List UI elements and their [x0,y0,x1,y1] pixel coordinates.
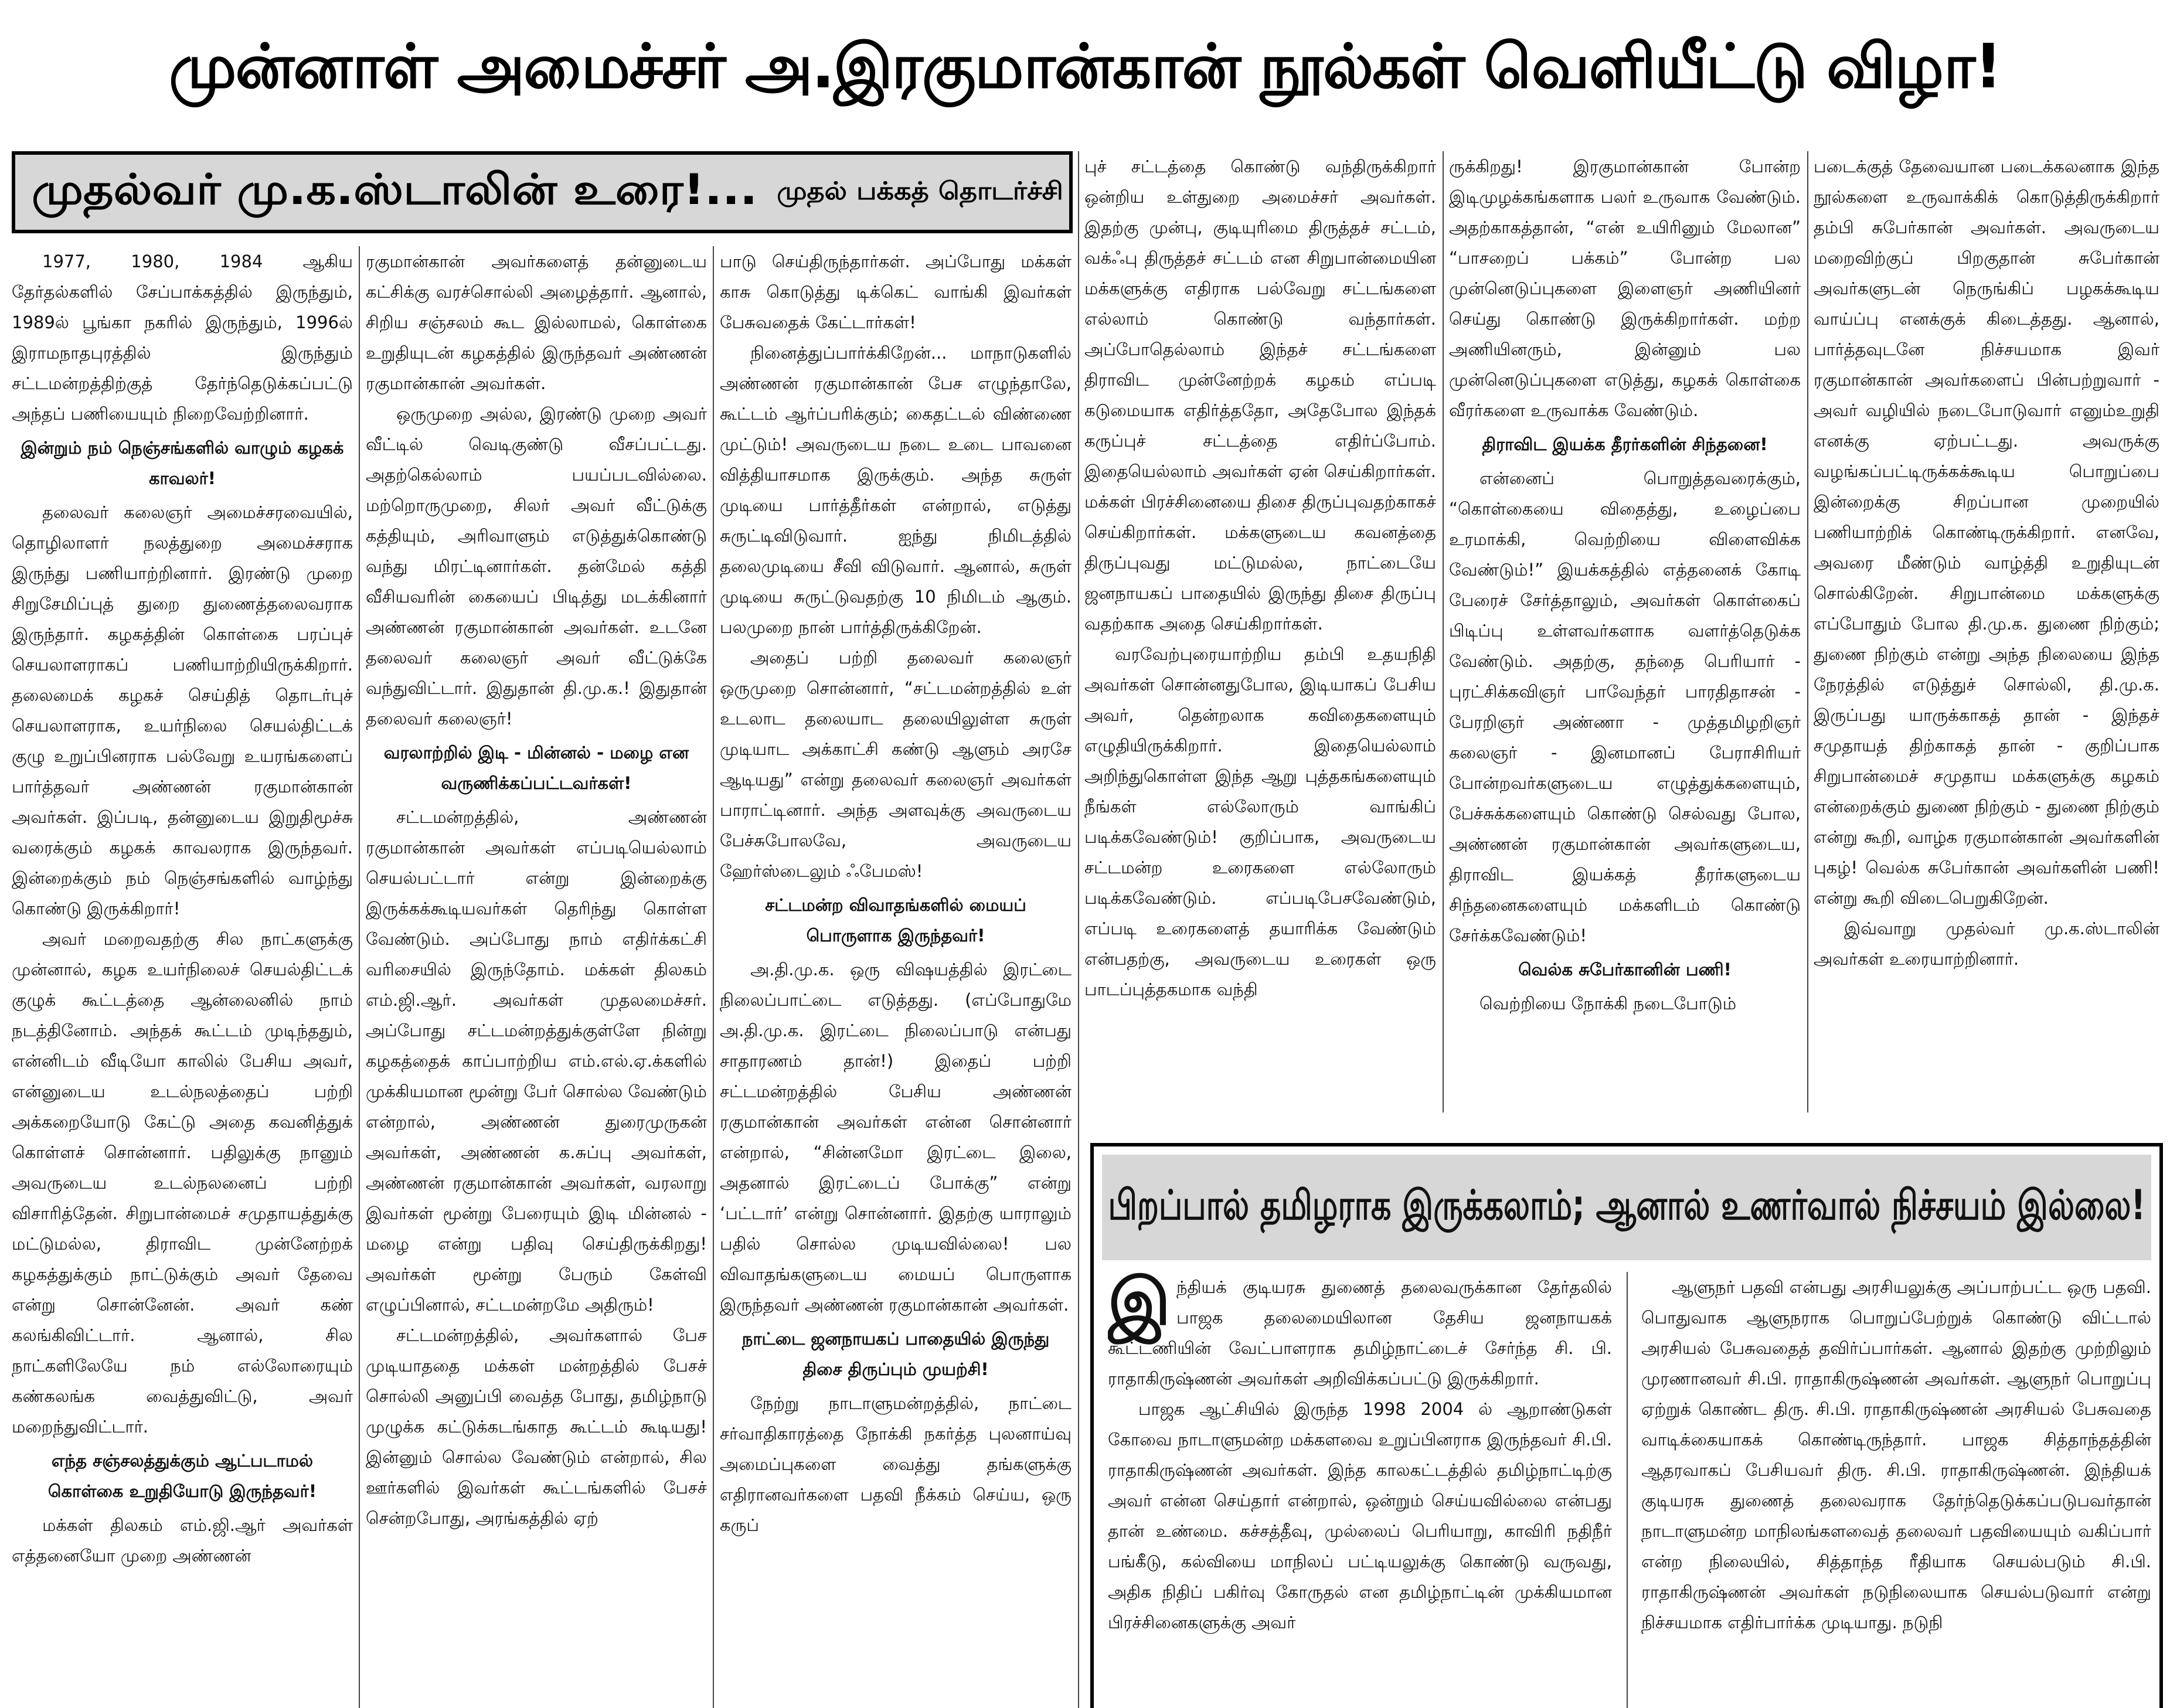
second-article-column-1 [1108,1272,1612,1708]
paragraph: நினைத்துப்பார்க்கிறேன்... மாநாடுகளில் அண்ணன் ரகுமான்கான் பேச எழுந்தாலே, கூட்டம் ஆர்ப்பரிக்கும்; கைதட்டல் விண்ணை முட்டும்! அவருடைய நடை உடை பாவனை வித்தியாசமாக இருக்கும். அந்த சுருள் முடியை பார்த்தீர்கள் என்றால், எடுத்து சுருட்டிவிடுவார். ஐந்து நிமிடத்தில் தலைமுடியை சீவி விடுவார். ஆனால், சுருள் முடியை சுருட்டுவதற்கு 10 நிமிடம் ஆகும். பலமுறை நான் பார்த்திருக்கிறேன். [720,343,1072,637]
column-divider [713,246,714,1708]
paragraph-text: ந்தியக் குடியரசு துணைத் தலைவருக்கான தேர்தலில் பாஜக தலைமையிலான தேசிய ஜனநாயகக் கூட்டணியின் வேட்பாளராக தமிழ்நாட்டைச் சேர்ந்த சி. பி. ராதாகிருஷ்ணன் அவர்கள் அறிவிக்கப்பட்டு இருக்கிறார். [1108,1277,1612,1389]
paragraph: நேற்று நாடாளுமன்றத்தில், நாட்டை சர்வாதிகாரத்தை நோக்கி நகர்த்த புலனாய்வு அமைப்புகளை வைத்து தங்களுக்கு எதிரானவர்களை பதவி நீக்கம் செய்ய, ஒரு கருப் [720,1393,1072,1535]
paragraph: 1977, 1980, 1984 ஆகிய தேர்தல்களில் சேப்பாக்கத்தில் இருந்தும், 1989ல் பூங்கா நகரில் இருந்தும், 1996ல் இராமநாதபுரத்தில் இருந்தும் சட்டமன்றத்திற்குத் தேர்ந்தெடுக்கப்பட்டு அந்தப் பணியையும் நிறைவேற்றினார். [12,251,353,424]
article-column-5 [1449,151,1801,1112]
dropcap: இ [1108,1272,1171,1339]
paragraph: அவர் மறைவதற்கு சில நாட்களுக்கு முன்னால், கழக உயர்நிலைச் செயல்திட்டக் குழுக் கூட்டத்தை ஆன்லைனில் நாம் நடத்தினோம். அந்தக் கூட்டம் முடிந்ததும், என்னிடம் வீடியோ காலில் பேசிய அவர், என்னுடைய உடல்நலத்தைப் பற்றி அக்கறையோடு கேட்டு அதை கவனித்துக் கொள்ளச் சொன்னார். பதிலுக்கு நானும் அவருடைய உடல்நலனைப் பற்றி விசாரித்தேன். சிறுபான்மைச் சமுதாயத்துக்கு மட்டுமல்ல, திராவிட முன்னேற்றக் கழகத்துக்கும் நாட்டுக்கும் அவர் தேவை என்று சொன்னேன். அவர் கண் கலங்கிவிட்டார். ஆனால், சில நாட்களிலேயே நம் எல்லோரையும் கண்கலங்க வைத்துவிட்டு, அவர் மறைந்துவிட்டார். [12,929,353,1437]
article-title-wrap [32,165,1063,220]
column-divider [1807,151,1808,1112]
article-title: முதல்வர் மு.க.ஸ்டாலின் உரை!... [32,165,758,214]
article-column-6 [1814,151,2159,1112]
paragraph: மக்கள் திலகம் எம்.ஜி.ஆர் அவர்கள் எத்தனையோ முறை அண்ணன் [12,1515,353,1566]
column-divider [359,246,360,1708]
paragraph: வரவேற்புரையாற்றிய தம்பி உதயநிதி அவர்கள் சொன்னதுபோல, இடியாகப் பேசிய அவர், தென்றலாக கவிதைகளையும் எழுதியிருக்கிறார். இதையெல்லாம் அறிந்துகொள்ள இந்த ஆறு புத்தகங்களையும் நீங்கள் எல்லோரும் வாங்கிப் படிக்கவேண்டும்! குறிப்பாக, அவருடைய சட்டமன்ற உரைகளை எல்லோரும் படிக்கவேண்டும். எப்படிபேசவேண்டும், எப்படி உரைகளைத் தயாரிக்க வேண்டும் என்பதற்கு, அவருடைய உரைகள் ஒரு பாடப்புத்தகமாக வந்தி [1084,644,1436,999]
article-continuation-label: முதல் பக்கத் தொடர்ச்சி [777,176,1063,205]
column-divider [1443,151,1444,1112]
paragraph: ஒருமுறை அல்ல, இரண்டு முறை அவர் வீட்டில் வெடிகுண்டு வீசப்பட்டது. அதற்கெல்லாம் பயப்படவில்லை. மற்றொருமுறை, சிலர் அவர் வீட்டுக்கு கத்தியும், அரிவாளும் எடுத்துக்கொண்டு வந்து மிரட்டினார்கள். தன்மேல் கத்தி வீசியவரின் கையைப் பிடித்து மடக்கினார் அண்ணன் ரகுமான்கான் அவர்கள். உடனே தலைவர் கலைஞர் அவர் வீட்டுக்கே வந்துவிட்டார். இதுதான் தி.மு.க.! இதுதான் தலைவர் கலைஞர்! [366,404,707,729]
article-column-4 [1084,151,1436,1112]
subheading: நாட்டை ஜனநாயகப் பாதையில் இருந்து திசை திருப்பும் முயற்சி! [742,1329,1050,1379]
paragraph: இவ்வாறு முதல்வர் மு.க.ஸ்டாலின் அவர்கள் உரையாற்றினார். [1814,918,2159,969]
paragraph: ரகுமான்கான் அவர்களைத் தன்னுடைய கட்சிக்கு வரச்சொல்லி அழைத்தார். ஆனால், சிறிய சஞ்சலம் கூட இல்லாமல், கொள்கை உறுதியுடன் கழகத்தில் இருந்தவர் அண்ணன் ரகுமான்கான் அவர்கள். [366,251,707,393]
article-column-1 [12,246,353,1708]
subheading: வரலாற்றில் இடி - மின்னல் - மழை என வருணிக்கப்பட்டவர்கள்! [383,743,689,793]
article-title-box [12,151,1073,233]
subheading: திராவிட இயக்க தீரர்களின் சிந்தனை! [1482,434,1768,454]
subheading: இன்றும் நம் நெஞ்சங்களில் வாழும் கழகக் காவலர்! [21,438,344,488]
paragraph: சட்டமன்றத்தில், அவர்களால் பேச முடியாததை மக்கள் மன்றத்தில் பேசச் சொல்லி அனுப்பி வைத்த போது, தமிழ்நாடு முழுக்க கட்டுக்கடங்காத கூட்டம் கூடியது! இன்னும் சொல்ல வேண்டும் என்றால், சில ஊர்களில் இவர்கள் கூட்டங்களில் பேசச் சென்றபோது, அரங்கத்தில் ஏற் [366,1325,707,1528]
paragraph [1108,1272,1612,1394]
paragraph: வெற்றியை நோக்கி நடைபோடும் [1479,994,1737,1013]
subheading: எந்த சஞ்சலத்துக்கும் ஆட்படாமல் கொள்கை உறுதியோடு இருந்தவர்! [47,1451,317,1501]
subheading: வெல்க சுபேர்கானின் பணி! [1518,960,1732,979]
paragraph: என்னைப் பொறுத்தவரைக்கும், “கொள்கையை விதைத்து, உழைப்பை உரமாக்கி, வெற்றியை விளைவிக்க வேண்டும்!” இயக்கத்தில் எத்தனைக் கோடி பேரைச் சேர்த்தாலும், அவர்கள் கொள்கைப் பிடிப்பு உள்ளவர்களாக வளர்த்தெடுக்க வேண்டும். அதற்கு, தந்தை பெரியார் - புரட்சிக்கவிஞர் பாவேந்தர் பாரதிதாசன் - பேரறிஞர் அண்ணா - முத்தமிழறிஞர் கலைஞர் - இனமானப் பேராசிரியர் போன்றவர்களுடைய எழுத்துக்களையும், பேச்சுக்களையும் கொண்டு செல்வது போல, அண்ணன் ரகுமான்கான் அவர்களுடைய, திராவிட இயக்கத் தீரர்களுடைய சிந்தனைகளையும் மக்களிடம் கொண்டு சேர்க்கவேண்டும்! [1449,468,1801,945]
paragraph: பாஜக ஆட்சியில் இருந்த 1998 2004 ல் ஆறாண்டுகள் கோவை நாடாளுமன்ற மக்களவை உறுப்பினராக இருந்தவர் சி.பி. ராதாகிருஷ்ணன் அவர்கள். இந்த காலகட்டத்தில் தமிழ்நாட்டிற்கு அவர் என்ன செய்தார் என்றால், ஒன்றும் செய்யவில்லை என்பது தான் உண்மை. கச்சத்தீவு, முல்லைப் பெரியாறு, காவிரி நதிநீர் பங்கீடு, கல்வியை மாநிலப் பட்டியலுக்கு கொண்டு வருவது, அதிக நிதிப் பகிர்வு கோருதல் என தமிழ்நாட்டின் முக்கியமான பிரச்சினைகளுக்கு அவர் [1108,1399,1612,1632]
second-article-title-text: பிறப்பால் தமிழராக இருக்கலாம்; ஆனால் உணர்வால் நிச்சயம் இல்லை! [1108,1180,2145,1229]
paragraph: ருக்கிறது! இரகுமான்கான் போன்ற இடிமுழக்கங்களாக பலர் உருவாக வேண்டும். அதற்காகத்தான், “என் உயிரினும் மேலான” “பாசறைப் பக்கம்” போன்ற பல முன்னெடுப்புகளை இளைஞர் அணியினர் செய்து கொண்டு இருக்கிறார்கள். மற்ற அணியினரும், இன்னும் பல முன்னெடுப்புகளை எடுத்து, கழகக் கொள்கை வீரர்களை உருவாக்க வேண்டும். [1449,156,1801,420]
headline-text: முன்னாள் அமைச்சர் அ.இரகுமான்கான் நூல்கள் வெளியீட்டு விழா! [169,30,2001,102]
paragraph: புச் சட்டத்தை கொண்டு வந்திருக்கிறார் ஒன்றிய உள்துறை அமைச்சர் அவர்கள். இதற்கு முன்பு, குடியுரிமை திருத்தச் சட்டம், வக்ஃபு திருத்தச் சட்டம் என சிறுபான்மையின மக்களுக்கு எதிராக பல்வேறு சட்டங்களை எல்லாம் கொண்டு வந்தார்கள். அப்போதெல்லாம் இந்தச் சட்டங்களை திராவிட முன்னேற்றக் கழகம் எப்படி கடுமையாக எதிர்த்ததோ, அதேபோல இந்தக் கருப்புச் சட்டத்தை எதிர்ப்போம். இதையெல்லாம் அவர்கள் ஏன் செய்கிறார்கள். மக்கள் பிரச்சினையை திசை திருப்புவதற்காகச் செய்கிறார்கள். மக்களுடைய கவனத்தை திருப்புவது மட்டுமல்ல, நாட்டையே ஜனநாயகப் பாதையில் இருந்து திசை திருப்பு வதற்காக அதை செய்கிறார்கள். [1084,156,1436,634]
second-article-column-2 [1641,1272,2151,1708]
page-headline [0,0,2170,141]
paragraph: அதைப் பற்றி தலைவர் கலைஞர் ஒருமுறை சொன்னார், “சட்டமன்றத்தில் உள் உடலாட தலையாட தலையிலுள்ள சுருள் முடியாட அக்காட்சி கண்டு ஆளும் அரசே ஆடியது” என்று தலைவர் கலைஞர் அவர்கள் பாராட்டினார். அந்த அளவுக்கு அவருடைய பேச்சுபோலவே, அவருடைய ஹேர்ஸ்டைலும் ஃபேமஸ்! [720,648,1072,881]
paragraph: ஆளுநர் பதவி என்பது அரசியலுக்கு அப்பாற்பட்ட ஒரு பதவி. பொதுவாக ஆளுநராக பொறுப்பேற்றுக் கொண்டு விட்டால் அரசியல் பேசுவதைத் தவிர்ப்பார்கள். ஆனால் இதற்கு முற்றிலும் முரணானவர் சி.பி. ராதாகிருஷ்ணன் அவர்கள். ஆளுநர் பொறுப்பு ஏற்றுக் கொண்ட திரு. சி.பி. ராதாகிருஷ்ணன் அரசியல் பேசுவதை வாடிக்கையாகக் கொண்டிருந்தார். பாஜக சித்தாந்தத்தின் ஆதரவாகப் பேசியவர் திரு. சி.பி. ராதாகிருஷ்ணன். இந்தியக் குடியரசு துணைத் தலைவராக தேர்ந்தெடுக்கப்படுபவர்தான் நாடாளுமன்ற மாநிலங்களவைத் தலைவர் பதவியையும் வகிப்பார் என்ற நிலையில், சித்தாந்த ரீதியாக செயல்படும் சி.பி. ராதாகிருஷ்ணன் அவர்கள் நடுநிலையாக செயல்படுவார் என்று நிச்சயமாக எதிர்பார்க்க முடியாது. நடுநி [1641,1277,2151,1632]
second-article-title [1102,1155,2151,1260]
paragraph: சட்டமன்றத்தில், அண்ணன் ரகுமான்கான் அவர்கள் எப்படியெல்லாம் செயல்பட்டார் என்று இன்றைக்கு இருக்கக்கூடியவர்கள் தெரிந்து கொள்ள வேண்டும். அப்போது நாம் எதிர்க்கட்சி வரிசையில் இருந்தோம். மக்கள் திலகம் எம்.ஜி.ஆர். அவர்கள் முதலமைச்சர். அப்போது சட்டமன்றத்துக்குள்ளே நின்று கழகத்தைக் காப்பாற்றிய எம்.எல்.ஏ.க்களில் முக்கியமான மூன்று பேர் சொல்ல வேண்டும் என்றால், அண்ணன் துரைமுருகன் அவர்கள், அண்ணன் க.சுப்பு அவர்கள், அண்ணன் ரகுமான்கான் அவர்கள், வரலாறு இவர்கள் மூன்று பேரையும் இடி மின்னல் - மழை என்று பதிவு செய்திருக்கிறது! அவர்கள் மூன்று பேரும் கேள்வி எழுப்பினால், சட்டமன்றமே அதிரும்! [366,807,707,1315]
paragraph: பாடு செய்திருந்தார்கள். அப்போது மக்கள் காசு கொடுத்து டிக்கெட் வாங்கி இவர்கள் பேசுவதைக் கேட்டார்கள்! [720,251,1072,332]
article-column-3 [720,246,1072,1708]
column-divider [1078,151,1079,1708]
subheading: சட்டமன்ற விவாதங்களில் மையப் பொருளாக இருந்தவர்! [765,895,1026,945]
column-divider [1627,1272,1628,1708]
paragraph: அ.தி.மு.க. ஒரு விஷயத்தில் இரட்டை நிலைப்பாட்டை எடுத்தது. (எப்போதுமே அ.தி.மு.க. இரட்டை நிலைப்பாடு என்பது சாதாரணம் தான்!) இதைப் பற்றி சட்டமன்றத்தில் பேசிய அண்ணன் ரகுமான்கான் அவர்கள் என்ன சொன்னார் என்றால், “சின்னமோ இரட்டை இலை, அதனால் இரட்டைப் போக்கு” என்று ‘பட்டார்’ என்று சொன்னார். இதற்கு யாராலும் பதில் சொல்ல முடியவில்லை! பல விவாதங்களுடைய மையப் பொருளாக இருந்தவர் அண்ணன் ரகுமான்கான் அவர்கள். [720,960,1072,1315]
paragraph: படைக்குத் தேவையான படைக்கலனாக இந்த நூல்களை உருவாக்கிக் கொடுத்திருக்கிறார் தம்பி சுபேர்கான் அவர்கள். அவருடைய மறைவிற்குப் பிறகுதான் சுபேர்கான் அவர்களுடன் நெருங்கிப் பழகக்கூடிய வாய்ப்பு எனக்குக் கிடைத்தது. ஆனால், பார்த்தவுடனே நிச்சயமாக இவர் ரகுமான்கான் அவர்களைப் பின்பற்றுவார் - அவர் வழியில் நடைபோடுவார் எனும்உறுதி எனக்கு ஏற்பட்டது. அவருக்கு வழங்கப்பட்டிருக்கக்கூடிய பொறுப்பை இன்றைக்கு சிறப்பான முறையில் பணியாற்றிக் கொண்டிருக்கிறார். எனவே, அவரை மீண்டும் வாழ்த்தி உறுதியுடன் சொல்கிறேன். சிறுபான்மை மக்களுக்கு எப்போதும் போல தி.மு.க. துணை நிற்கும்; துணை நிற்கும் என்று அந்த நிலையை இந்த நேரத்தில் எடுத்துச் சொல்லி, தி.மு.க. இருப்பது யாருக்காகத் தான் - இந்தச் சமுதாயத் திற்காகத் தான் - குறிப்பாக சிறுபான்மைச் சமுதாய மக்களுக்கு கழகம் என்றைக்கும் துணை நிற்கும் - துணை நிற்கும் என்று கூறி, வாழ்க ரகுமான்கான் அவர்களின் புகழ்! வெல்க சுபேர்கான் அவர்களின் பணி! என்று கூறி விடைபெறுகிறேன். [1814,156,2159,908]
article-column-2 [366,246,707,1708]
paragraph: தலைவர் கலைஞர் அமைச்சரவையில், தொழிலாளர் நலத்துறை அமைச்சராக இருந்து பணியாற்றினார். இரண்டு முறை சிறுசேமிப்புத் துறை துணைத்தலைவராக இருந்தார். கழகத்தின் கொள்கை பரப்புச் செயலாளராகப் பணியாற்றியிருக்கிறார். தலைமைக் கழகச் செய்தித் தொடர்புச் செயலாளராக, உயர்நிலை செயல்திட்டக் குழு உறுப்பினராக பல்வேறு உயரங்களைப் பார்த்தவர் அண்ணன் ரகுமான்கான் அவர்கள். இப்படி, தன்னுடைய இறுதிமூச்சு வரைக்கும் கழகக் காவலராக இருந்தவர். இன்றைக்கும் நம் நெஞ்சங்களில் வாழ்ந்து கொண்டு இருக்கிறார்! [12,502,353,918]
